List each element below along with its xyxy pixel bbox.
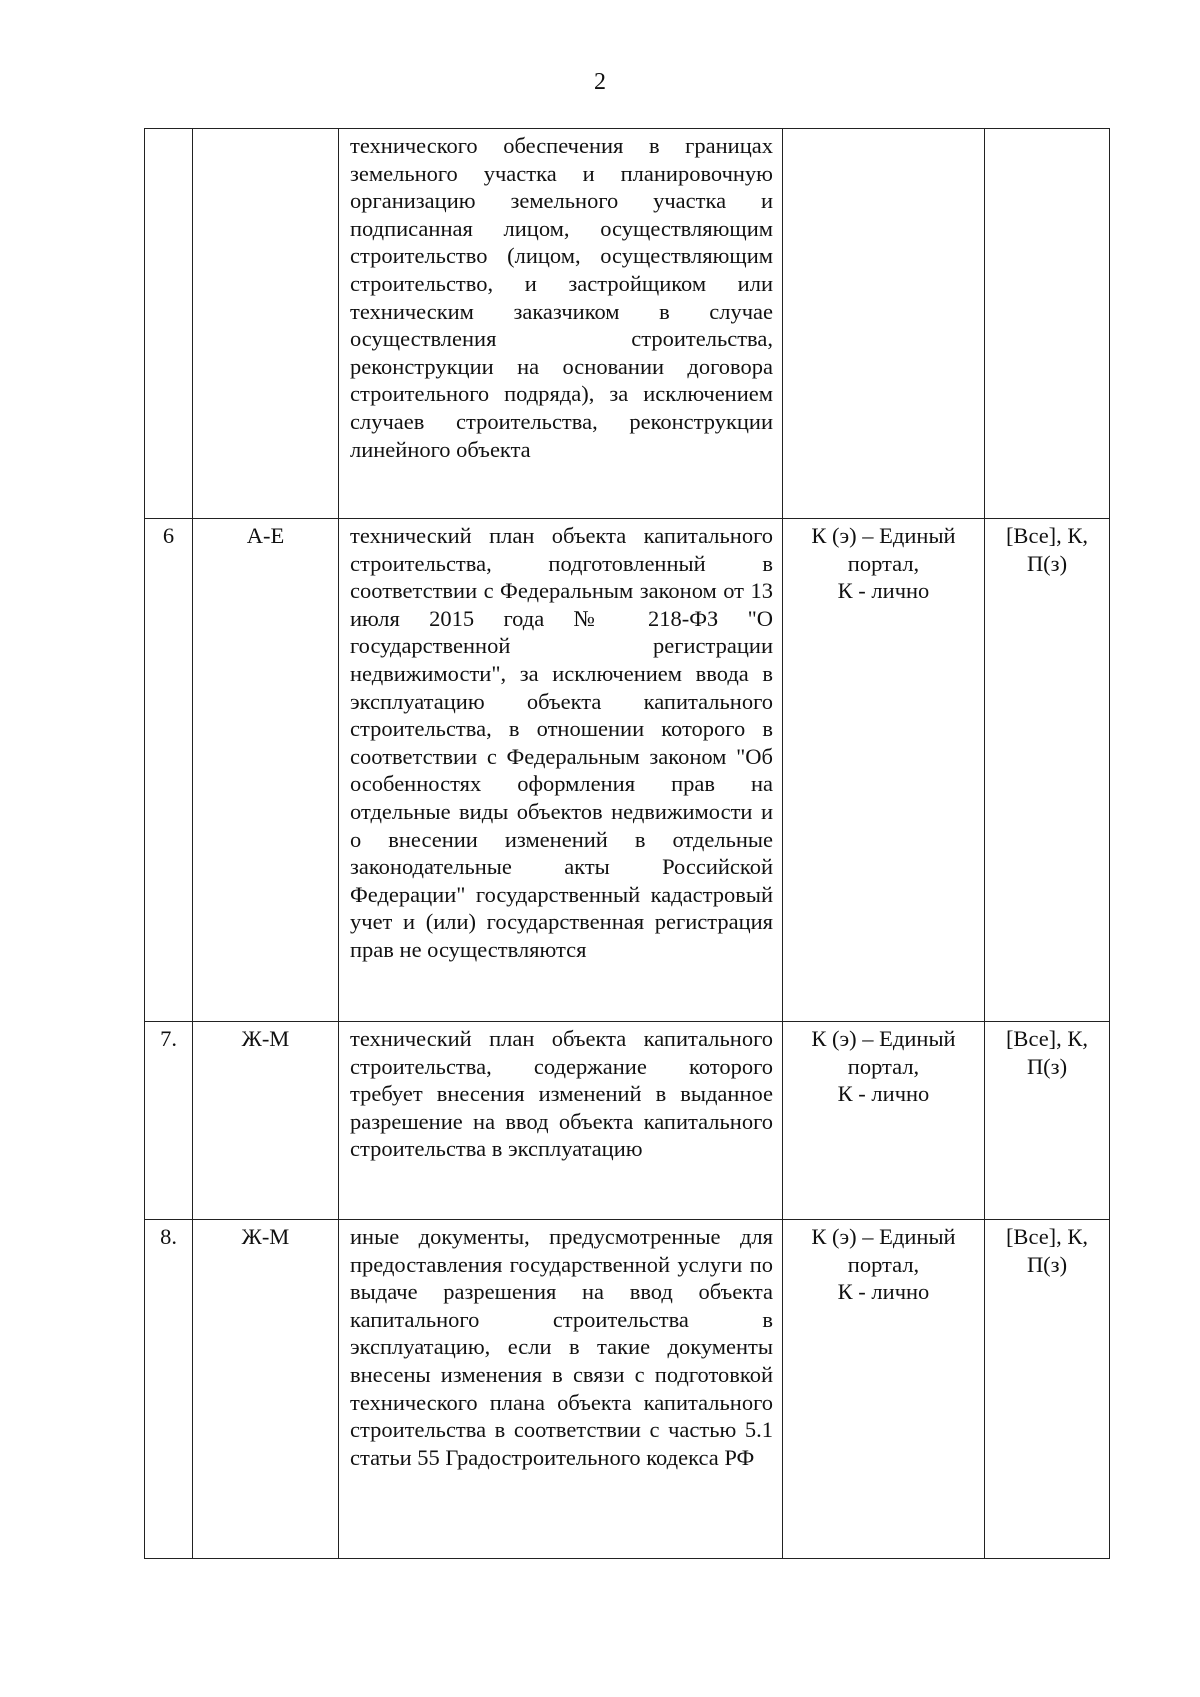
submission-form-line: портал, xyxy=(847,550,920,576)
row-description: технический план объекта капитального строительства, подготовленный в соответствии с Федеральным законом от 13 июля 2015 года № 218-ФЗ "О государственной регистрации недвижимости", за исключением ввода в эксплуатацию объекта капитального строительства, в отношении которого в соответствии с Федеральным законом "Об особенностях оформления прав на отдельные виды объектов недвижимости и о внесении изменений в отдельные законодательные акты Российской Федерации" государственный кадастровый учет и (или) государственная регистрация прав не осуществляются xyxy=(339,519,783,1022)
row-number: 8. xyxy=(145,1220,193,1559)
row-number: 6 xyxy=(145,519,193,1022)
submission-form-line: портал, xyxy=(847,1053,920,1079)
submission-form-line: К (э) – Единый xyxy=(811,1224,956,1249)
row-applicants: [Все], К, П(з) xyxy=(985,519,1110,1022)
row-applicants: [Все], К, П(з) xyxy=(985,1022,1110,1220)
table-row xyxy=(145,1022,1110,1220)
page-number: 2 xyxy=(594,69,606,95)
row-code: Ж-М xyxy=(193,1022,339,1220)
row-applicants xyxy=(985,129,1110,519)
row-description: технического обеспечения в границах земельного участка и планировочную организацию земельного участка и подписанная лицом, осуществляющим строительство (лицом, осуществляющим строительство, и застройщиком или техническим заказчиком в случае осуществления строительства, реконструкции на основании договора строительного подряда), за исключением случаев строительства, реконструкции линейного объекта xyxy=(339,129,783,519)
row-applicants: [Все], К, П(з) xyxy=(985,1220,1110,1559)
row-description: технический план объекта капитального строительства, содержание которого требует внесения изменений в выданное разрешение на ввод объекта капитального строительства в эксплуатацию xyxy=(339,1022,783,1220)
table-row xyxy=(145,1220,1110,1559)
submission-form-line: К - лично xyxy=(837,1081,930,1107)
row-code: Ж-М xyxy=(193,1220,339,1559)
row-number: 7. xyxy=(145,1022,193,1220)
table-row xyxy=(145,519,1110,1022)
submission-form-line: К - лично xyxy=(837,1279,930,1305)
submission-form-line: К - лично xyxy=(837,578,930,604)
row-code: А-Е xyxy=(193,519,339,1022)
submission-form-line: К (э) – Единый xyxy=(811,1026,956,1051)
row-code xyxy=(193,129,339,519)
row-submission-form xyxy=(783,519,985,1022)
row-description: иные документы, предусмотренные для предоставления государственной услуги по выдаче разрешения на ввод объекта капитального строительства в эксплуатацию, если в такие документы внесены изменения в связи с подготовкой технического плана объекта капитального строительства в соответствии с частью 5.1 статьи 55 Градостроительного кодекса РФ xyxy=(339,1220,783,1559)
row-submission-form xyxy=(783,1220,985,1559)
table-row xyxy=(145,129,1110,519)
submission-form-line: К (э) – Единый xyxy=(811,523,956,548)
row-submission-form xyxy=(783,129,985,519)
row-submission-form xyxy=(783,1022,985,1220)
row-number xyxy=(145,129,193,519)
submission-form-line: портал, xyxy=(847,1251,920,1277)
documents-table xyxy=(144,128,1110,1559)
